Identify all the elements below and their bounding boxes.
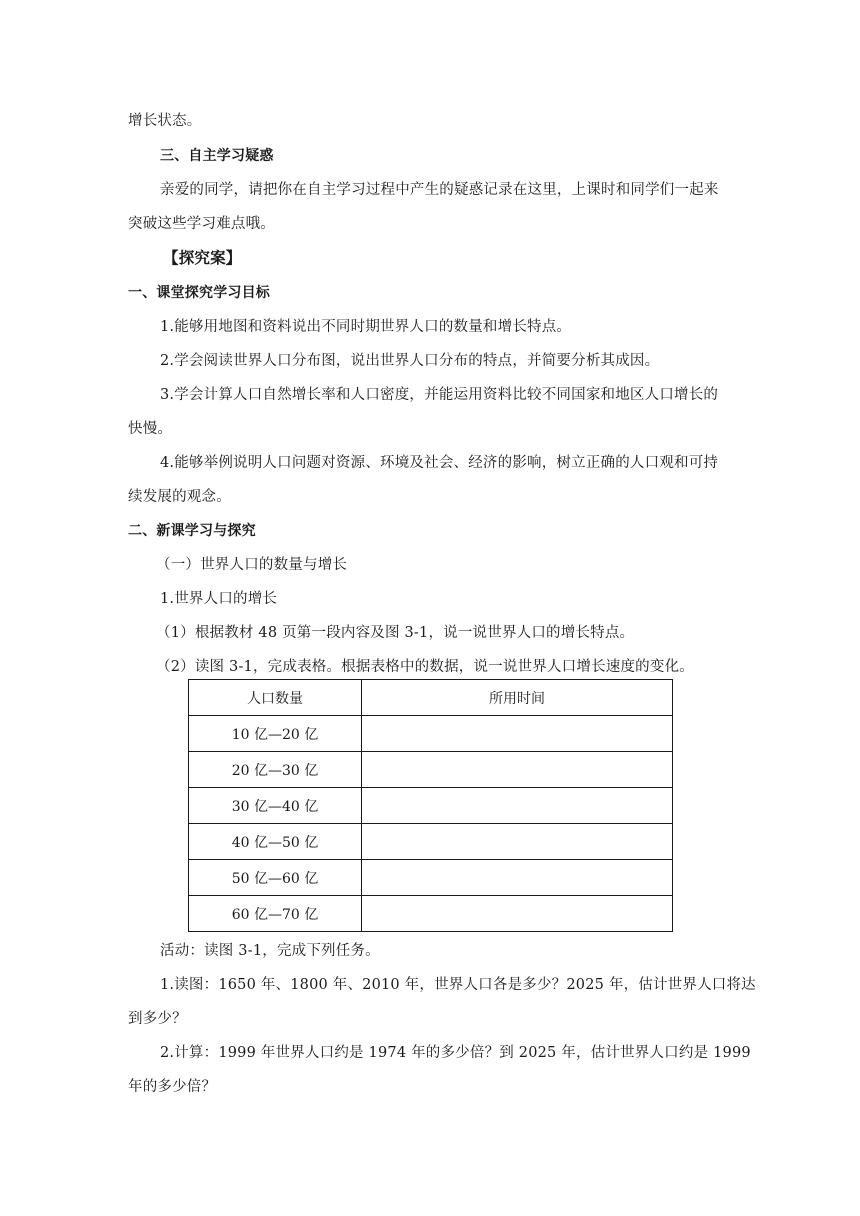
table-row [189, 788, 673, 824]
goal-item: 4.能够举例说明人口问题对资源、环境及社会、经济的影响，树立正确的人口观和可持 [160, 455, 719, 471]
activity-item: 1.读图：1650 年、1800 年、2010 年，世界人口各是多少？2025 年，估计世界人口将达 [160, 977, 756, 993]
time-answer-cell[interactable] [362, 788, 673, 824]
time-answer-cell[interactable] [362, 752, 673, 788]
population-range-cell: 20 亿—30 亿 [189, 752, 362, 788]
population-time-table [188, 679, 673, 932]
section-title-inquiry: 【探究案】 [163, 249, 242, 267]
population-range-cell: 60 亿—70 亿 [189, 896, 362, 932]
population-range-cell: 30 亿—40 亿 [189, 788, 362, 824]
goal-item: 1.能够用地图和资料说出不同时期世界人口的数量和增长特点。 [160, 319, 572, 335]
table-row [189, 716, 673, 752]
activity-intro: 活动：读图 3-1，完成下列任务。 [160, 943, 380, 959]
subheading-population: （一）世界人口的数量与增长 [156, 557, 348, 573]
table-header-row [189, 680, 673, 716]
question-item: （1）根据教材 48 页第一段内容及图 3-1，说一说世界人口的增长特点。 [156, 625, 635, 641]
header-population: 人口数量 [189, 680, 362, 716]
time-answer-cell[interactable] [362, 716, 673, 752]
population-range-cell: 10 亿—20 亿 [189, 716, 362, 752]
time-answer-cell[interactable] [362, 896, 673, 932]
heading-new-lesson: 二、新课学习与探究 [128, 523, 256, 539]
subheading-growth: 1.世界人口的增长 [160, 591, 278, 607]
goal-item: 2.学会阅读世界人口分布图，说出世界人口分布的特点，并简要分析其成因。 [160, 353, 660, 369]
goal-item: 3.学会计算人口自然增长率和人口密度，并能运用资料比较不同国家和地区人口增长的 [160, 387, 719, 403]
text-line: 增长状态。 [128, 113, 202, 129]
table-row [189, 752, 673, 788]
time-answer-cell[interactable] [362, 860, 673, 896]
heading-learning-goals: 一、课堂探究学习目标 [128, 285, 270, 301]
header-time-used: 所用时间 [362, 680, 673, 716]
table-row [189, 896, 673, 932]
heading-self-study-questions: 三、自主学习疑惑 [160, 148, 274, 164]
text-line: 到多少？ [128, 1011, 187, 1027]
time-answer-cell[interactable] [362, 824, 673, 860]
table-row [189, 824, 673, 860]
population-range-cell: 40 亿—50 亿 [189, 824, 362, 860]
question-item: （2）读图 3-1，完成表格。根据表格中的数据，说一说世界人口增长速度的变化。 [156, 659, 694, 675]
text-line: 续发展的观念。 [128, 489, 231, 505]
table-row [189, 860, 673, 896]
text-line: 亲爱的同学，请把你在自主学习过程中产生的疑惑记录在这里，上课时和同学们一起来 [160, 182, 719, 198]
activity-item: 2.计算：1999 年世界人口约是 1974 年的多少倍？到 2025 年，估计世界人口约是 1999 [160, 1045, 751, 1061]
text-line: 突破这些学习难点哦。 [128, 216, 275, 232]
text-line: 年的多少倍？ [128, 1079, 217, 1095]
text-line: 快慢。 [128, 421, 173, 437]
population-range-cell: 50 亿—60 亿 [189, 860, 362, 896]
